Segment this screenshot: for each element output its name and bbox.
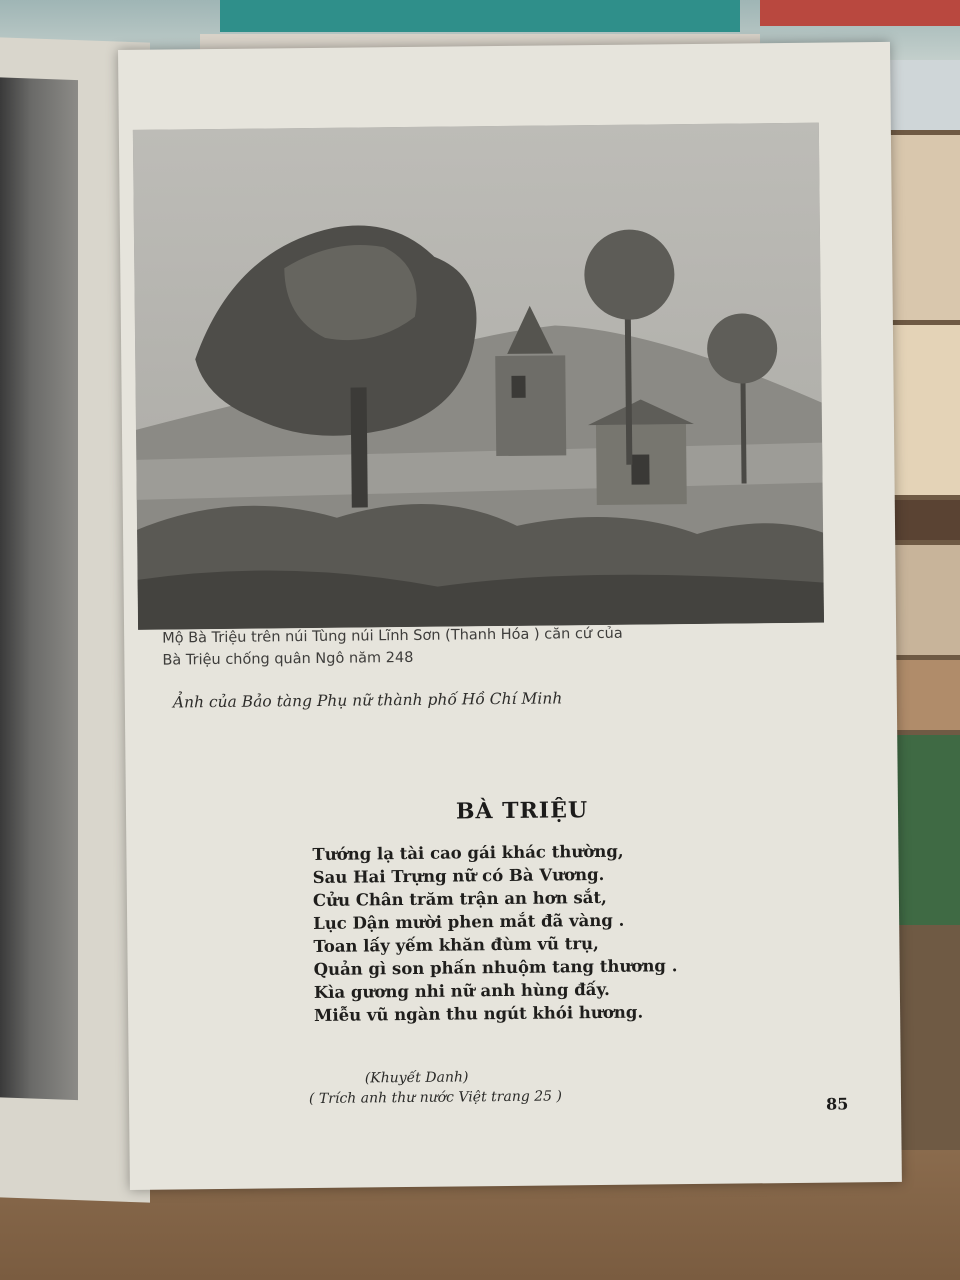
photo-caption-line: Mộ Bà Triệu trên núi Tùng núi Lĩnh Sơn (Thanh Hóa ) căn cứ của (162, 625, 623, 647)
poem-line: Kìa gương nhi nữ anh hùng đấy. (313, 979, 610, 1002)
poem-source: ( Trích anh thư nước Việt trang 25 ) (308, 1088, 563, 1108)
landscape-photo (133, 123, 824, 630)
poem-line: Lục Dận mười phen mắt đã vàng . (313, 910, 625, 934)
landscape-photo-drawing (133, 123, 824, 630)
poem-line: Cửu Chân trăm trận an hơn sắt, (312, 887, 607, 911)
background-book (220, 0, 740, 32)
page-number: 85 (825, 1094, 849, 1114)
poem-title: BÀ TRIỆU (455, 797, 589, 825)
photo-caption (162, 621, 782, 671)
poem-line: Tướng lạ tài cao gái khác thường, (312, 841, 624, 865)
facing-page-illustration (0, 77, 78, 1100)
book-page (118, 42, 902, 1190)
poem-line: Sau Hai Trựng nữ có Bà Vương. (312, 864, 605, 888)
photo-caption-line: Bà Triệu chống quân Ngô năm 248 (162, 649, 414, 669)
poem-author: (Khuyết Danh) (364, 1069, 469, 1087)
photo-credit: Ảnh của Bảo tàng Phụ nữ thành phố Hồ Chí Minh (172, 689, 563, 712)
poem-line: Quản gì son phấn nhuộm tang thương . (313, 956, 678, 980)
poem-line: Toan lấy yếm khăn đùm vũ trụ, (313, 934, 599, 957)
poem-body (312, 838, 774, 1027)
background-book (760, 0, 960, 26)
poem-line: Miễu vũ ngàn thu ngút khói hương. (314, 1002, 644, 1025)
